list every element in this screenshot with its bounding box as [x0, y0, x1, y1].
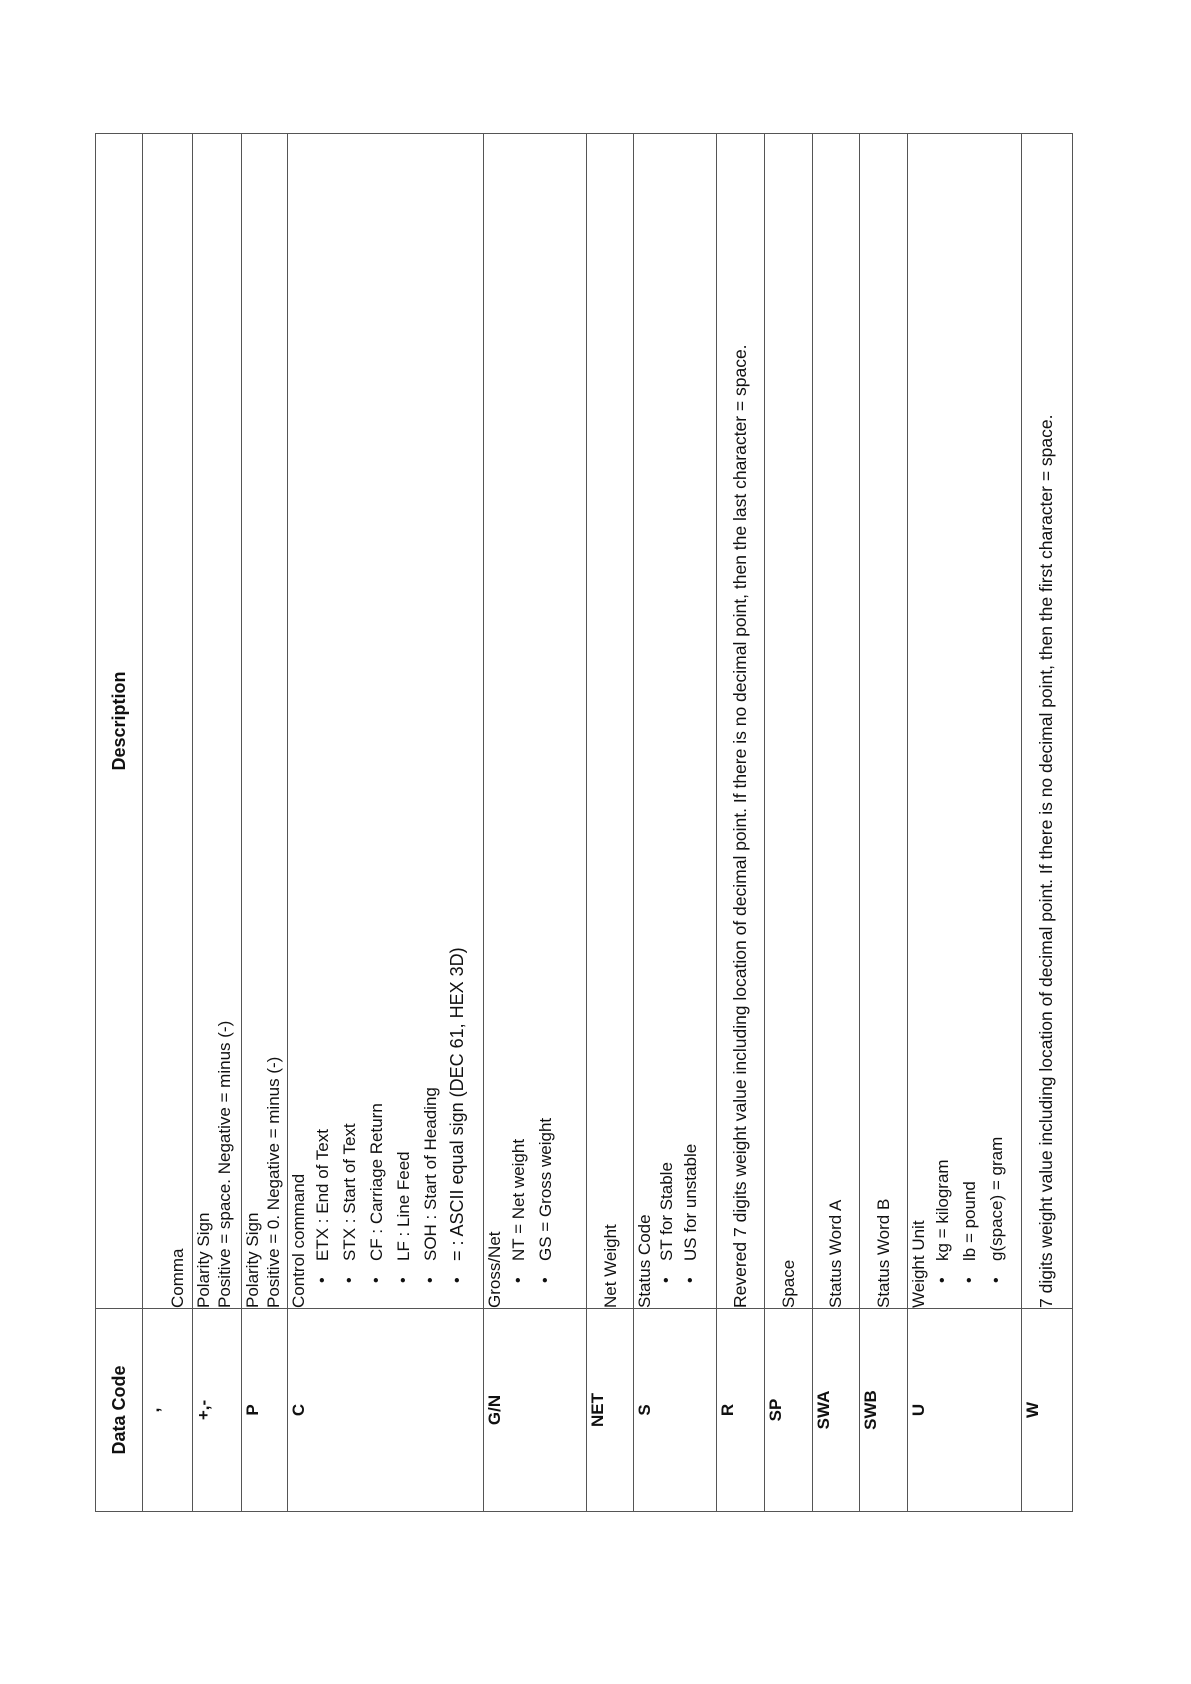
description-line: Net Weight: [600, 1224, 620, 1308]
description-cell: [859, 134, 907, 1309]
description-cell: [287, 134, 484, 1309]
description-line: Positive = 0. Negative = minus (-): [263, 1056, 283, 1308]
description-cell: [634, 134, 716, 1309]
bullet-item: • NT = Net weight: [505, 134, 532, 1283]
table-row: [241, 134, 287, 1512]
description-line: 7 digits weight value including location of decimal point. If there is no decimal point, then the first character = space.: [1036, 414, 1057, 1308]
data-code-cell: SWB: [859, 1309, 907, 1512]
header-description: Description: [96, 134, 143, 1309]
data-code-cell: SP: [764, 1309, 812, 1512]
description-line: Control command: [288, 1173, 308, 1308]
description-line: Status Code: [635, 1214, 655, 1308]
table-row: [859, 134, 907, 1512]
bullet-list: [309, 134, 471, 1308]
bullet-item: • = : ASCII equal sign (DEC 61, HEX 3D): [444, 134, 471, 1283]
description-cell: [484, 134, 587, 1309]
data-code-cell: +,-: [193, 1309, 241, 1512]
description-cell: [241, 134, 287, 1309]
data-code-cell: SWA: [812, 1309, 859, 1512]
table-row: [1021, 134, 1073, 1512]
data-code-cell: P: [241, 1309, 287, 1512]
bullet-item: • CF : Carriage Return: [363, 134, 390, 1283]
bullet-list: [505, 134, 559, 1308]
data-code-cell: S: [634, 1309, 716, 1512]
rotated-page: [95, 134, 1073, 1512]
bullet-item: • lb = pound: [956, 134, 983, 1283]
bullet-item: • GS = Gross weight: [532, 134, 559, 1283]
table-row: [193, 134, 241, 1512]
description-line: Weight Unit: [909, 1220, 929, 1308]
description-line: Status Word A: [826, 1199, 846, 1308]
description-cell: [716, 134, 764, 1309]
bullet-item: • US for unstable: [679, 134, 703, 1283]
data-code-cell: U: [908, 1309, 1021, 1512]
bullet-item: • g(space) = gram: [983, 134, 1010, 1283]
table-row: [484, 134, 587, 1512]
description-cell: [193, 134, 241, 1309]
description-line: Revered 7 digits weight value including location of decimal point. If there is no decimal point, then the last character = space.: [729, 344, 750, 1308]
data-code-cell: NET: [587, 1309, 634, 1512]
table-header-row: [96, 134, 143, 1512]
bullet-list: [929, 134, 1010, 1308]
table-row: [287, 134, 484, 1512]
table-row: [716, 134, 764, 1512]
table-row: [634, 134, 716, 1512]
description-line: Positive = space. Negative = minus (-): [215, 1020, 235, 1308]
description-cell: [812, 134, 859, 1309]
bullet-item: • ETX : End of Text: [309, 134, 336, 1283]
bullet-item: • ST for Stable: [655, 134, 679, 1283]
description-cell: [764, 134, 812, 1309]
table-row: [764, 134, 812, 1512]
data-code-cell: ,: [143, 1309, 193, 1512]
description-line: Polarity Sign: [194, 1212, 214, 1308]
description-line: Space: [778, 1259, 798, 1308]
data-code-table: [95, 133, 1073, 1512]
bullet-list: [655, 134, 703, 1308]
table-row: [908, 134, 1021, 1512]
bullet-item: • LF : Line Feed: [390, 134, 417, 1283]
description-cell: [143, 134, 193, 1309]
description-line: Comma: [168, 1248, 188, 1308]
description-line: Gross/Net: [485, 1231, 505, 1308]
table-row: [143, 134, 193, 1512]
bullet-item: • SOH : Start of Heading: [417, 134, 444, 1283]
data-code-cell: C: [287, 1309, 484, 1512]
bullet-item: • kg = kilogram: [929, 134, 956, 1283]
table-row: [812, 134, 859, 1512]
data-code-cell: R: [716, 1309, 764, 1512]
header-data-code: Data Code: [96, 1309, 143, 1512]
description-cell: [908, 134, 1021, 1309]
description-line: Polarity Sign: [242, 1212, 262, 1308]
description-cell: [587, 134, 634, 1309]
description-cell: [1021, 134, 1073, 1309]
table-row: [587, 134, 634, 1512]
data-code-cell: G/N: [484, 1309, 587, 1512]
data-code-cell: W: [1021, 1309, 1073, 1512]
description-line: Status Word B: [874, 1198, 893, 1308]
bullet-item: • STX : Start of Text: [336, 134, 363, 1283]
